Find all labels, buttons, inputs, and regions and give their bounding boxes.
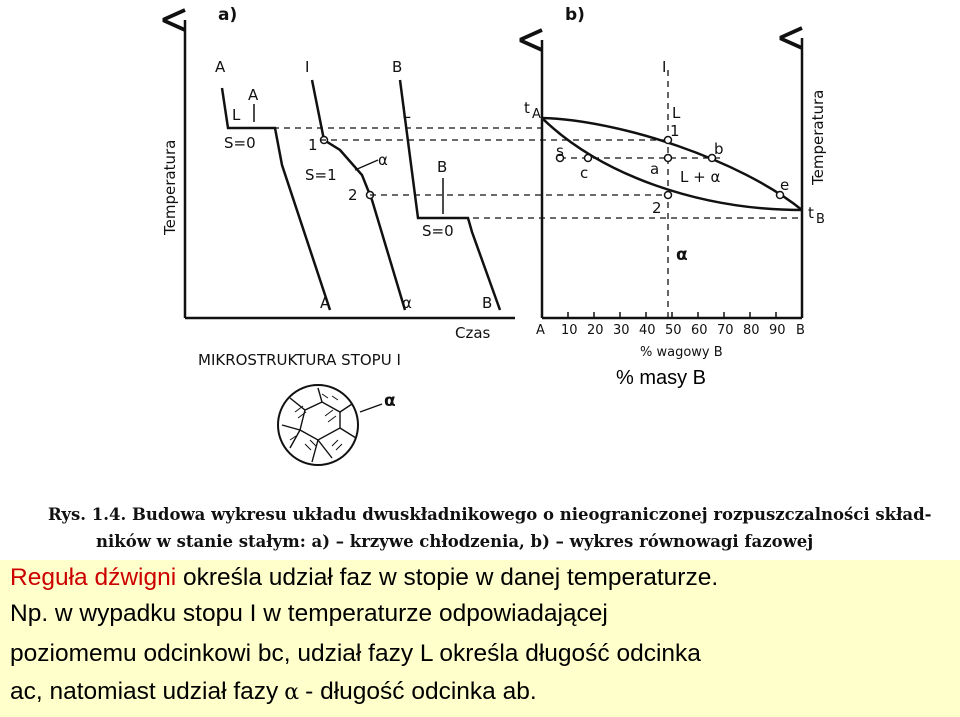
label-s: s [556,142,564,160]
tb-sub: B [816,212,825,227]
label-1: 1 [670,122,680,140]
alloy-i-label: I [662,58,667,76]
curve-a-point-A: A [248,86,259,104]
ta-sub: A [532,107,541,122]
x-tick-10: 10 [561,323,578,338]
curve-i-alpha-label: α [378,151,388,169]
explanation-line-4-start: ac, natomiast udział fazy [10,678,279,705]
curve-i-point-S1: S=1 [305,166,337,184]
x-tick-80: 80 [743,323,760,338]
label-b: b [714,140,724,158]
figure-caption-line-2: ników w stanie stałym: a) – krzywe chłodzenia, b) – wykres równowagi fazowej [96,532,814,551]
lever-rule-term: Reguła dźwigni [10,564,177,591]
axis-a-x-label: Czas [455,324,491,342]
label-c: c [580,164,589,182]
explanation-line-1-rest: określa udział faz w stopie w danej temperaturze. [176,564,719,591]
x-tick-90: 90 [769,323,786,338]
microstructure-leader [360,404,382,412]
curve-i-bottom-label: α [402,294,412,312]
tb-label: t [808,204,814,222]
x-tick-50: 50 [665,323,682,338]
ta-label: t [524,99,530,117]
label-L: L [672,104,681,122]
curve-i-alpha-leader [355,160,378,170]
axis-a-y-label: Temperatura [161,139,179,235]
panel-b-label: b) [565,5,585,25]
microstructure-phase-label: α [384,391,396,411]
x-tick-B: B [796,323,805,338]
curve-b-point-B: B [437,158,448,176]
curve-a-bottom-label: A [320,294,331,312]
label-e: e [780,176,790,194]
x-tick-30: 30 [613,323,630,338]
microstructure-circle [278,385,358,465]
figure-caption-line-1: Rys. 1.4. Budowa wykresu układu dwuskładnikowego o nieograniczonej rozpuszczalności skład- [48,505,932,524]
curve-b-top-label: B [392,58,403,76]
explanation-line-4-end: - długość odcinka ab. [305,678,537,705]
curve-i-point-2-label: 2 [348,186,358,204]
cooling-curve-i [312,80,405,310]
axis-b-y-label: Temperatura [809,89,827,185]
x-axis-b-scan-label: % wagowy B [640,345,723,360]
curve-i-top-label: I [305,58,310,76]
explanation-line-3: poziomemu odcinkowi bc, udział fazy L określa długość odcinka [10,640,701,667]
x-tick-70: 70 [717,323,734,338]
curve-a-point-L: L [232,106,241,124]
curve-b-bottom-label: B [482,294,493,312]
curve-i-point-1-label: 1 [308,136,318,154]
explanation-line-4 [10,678,955,707]
curve-b-point-L: L [402,104,411,122]
curve-b-point-S0: S=0 [422,222,454,240]
x-axis-overlay-label: % masy B [610,365,712,392]
microstructure-title: MIKROSTRUKTURA STOPU I [198,351,401,369]
alpha-symbol: α [284,680,300,705]
curve-a-top-label: A [215,58,226,76]
x-tick-20: 20 [587,323,604,338]
x-tick-40: 40 [639,323,656,338]
label-2: 2 [652,199,662,217]
x-tick-60: 60 [691,323,708,338]
label-alpha-region: α [676,245,688,265]
label-a: a [650,160,660,178]
label-l-alpha: L + α [680,168,721,186]
x-tick-A: A [536,323,545,338]
explanation-line-2: Np. w wypadku stopu I w temperaturze odpowiadającej [10,600,608,627]
panel-a-label: a) [218,5,238,25]
explanation-panel [0,560,960,717]
curve-a-point-S0: S=0 [224,134,256,152]
explanation-line-1 [10,564,955,592]
